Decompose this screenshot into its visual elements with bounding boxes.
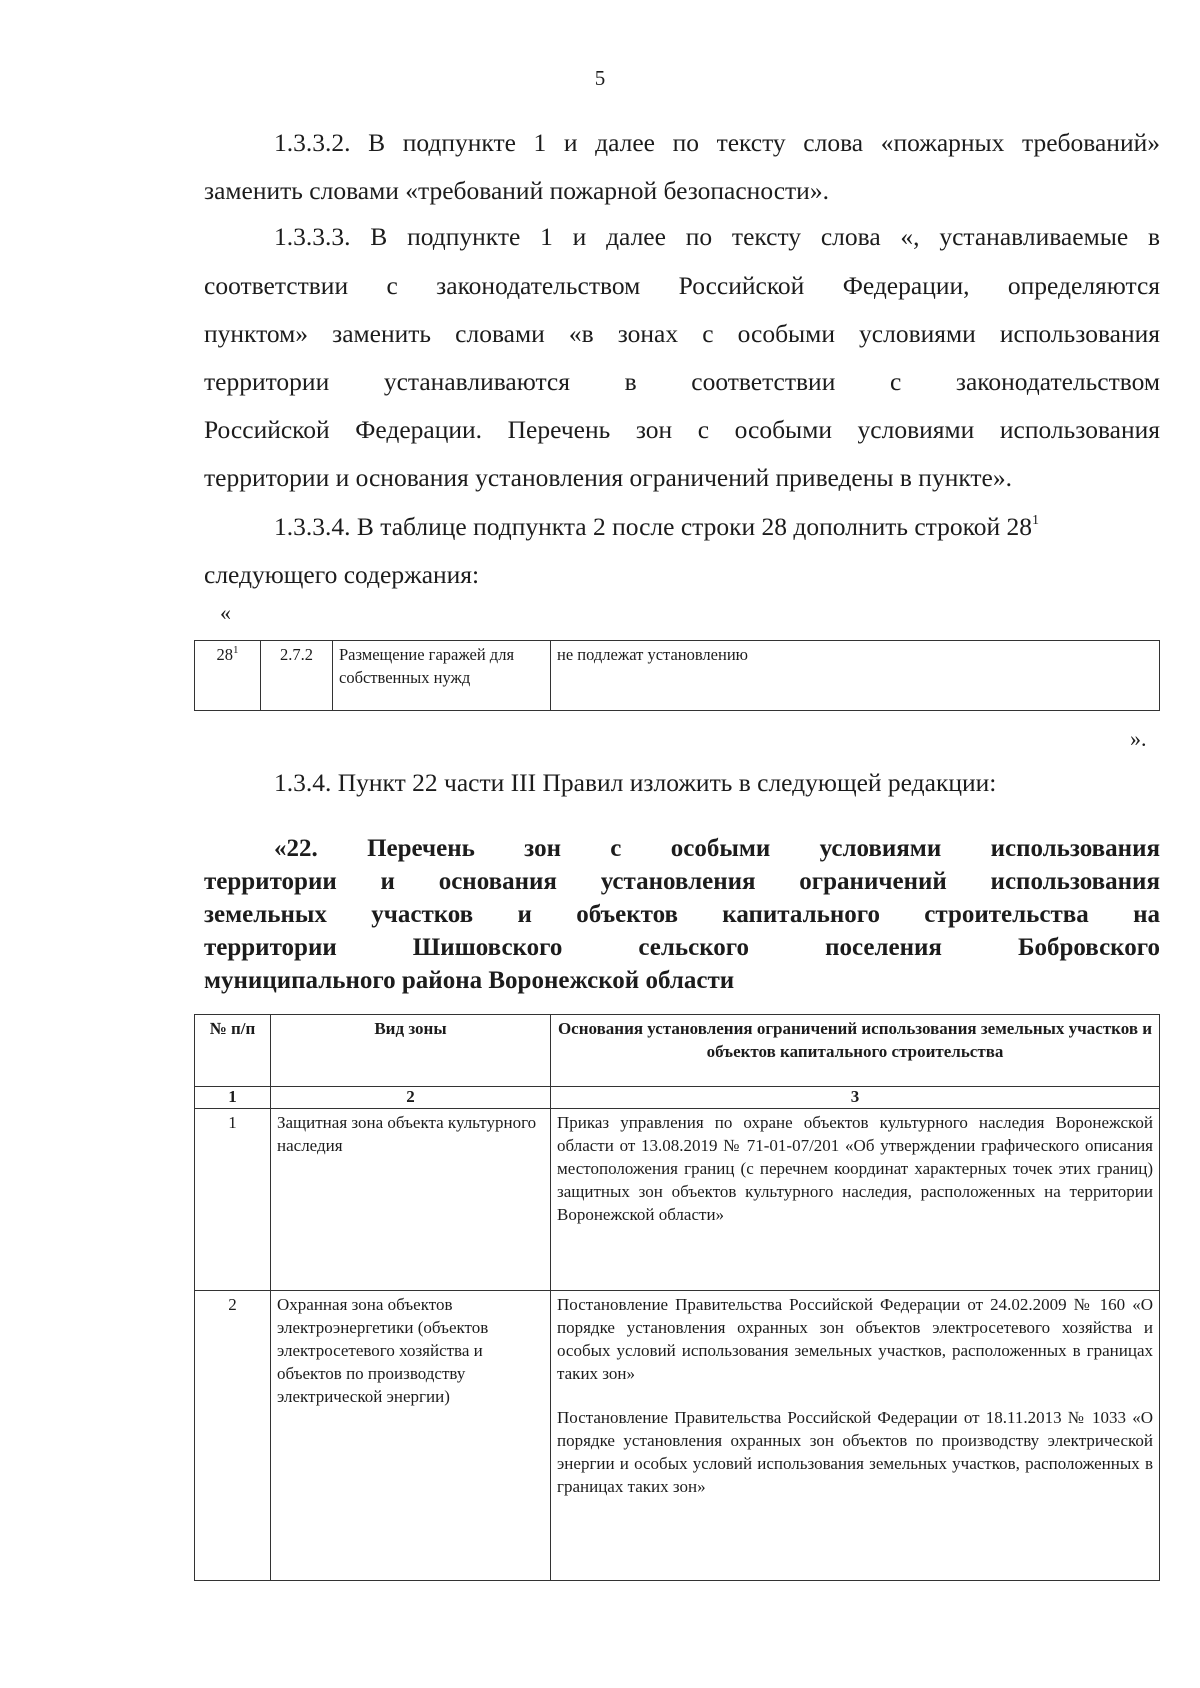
- code-cell: 2.7.2: [261, 641, 333, 711]
- heading-line-4: территории Шишовского сельского поселения Бобровского: [204, 934, 1160, 961]
- header-basis: Основания установления ограничений использования земельных участков и объектов капитального строительства: [551, 1015, 1160, 1087]
- paragraph-2-line-4: территории устанавливаются в соответствии с законодательством: [204, 367, 1160, 396]
- basis-text: Приказ управления по охране объектов культурного наследия Воронежской области от 13.08.2019 № 71-01-07/201 «Об утверждении графического описания местоположения границ (с перечнем координат характерных точек этих границ) защитных зон объектов культурного наследия, расположенных на территории Воронежской области»: [551, 1109, 1160, 1291]
- superscript: 1: [1032, 513, 1040, 528]
- row-number: 1: [195, 1109, 271, 1291]
- table-row: [195, 641, 1160, 711]
- basis-text-1: Постановление Правительства Российской Федерации от 24.02.2009 № 160 «О порядке установления охранных зон объектов электросетевого хозяйства и особых условий использования земельных участков, расположенных в границах таких зон»: [557, 1295, 1153, 1383]
- open-quote: «: [220, 600, 231, 625]
- table-row: [195, 1291, 1160, 1581]
- paragraph-2-line-3: пунктом» заменить словами «в зонах с особыми условиями использования: [204, 319, 1160, 348]
- page-number: 5: [594, 66, 606, 90]
- paragraph-3-line-2: следующего содержания:: [204, 560, 480, 589]
- paragraph-2-line-1: 1.3.3.3. В подпункте 1 и далее по тексту слова «, устанавливаемые в: [274, 222, 1160, 251]
- value-cell: не подлежат установлению: [551, 641, 1160, 711]
- row-number: 28: [216, 645, 233, 664]
- paragraph-3-line-1: [274, 502, 1164, 551]
- column-number-1: 1: [195, 1087, 271, 1109]
- table-header-row: [195, 1015, 1160, 1087]
- heading-line-2: территории и основания установления ограничений использования: [204, 868, 1160, 895]
- name-cell: Размещение гаражей для собственных нужд: [333, 641, 551, 711]
- paragraph-1-line-1: 1.3.3.2. В подпункте 1 и далее по тексту слова «пожарных требований»: [274, 128, 1160, 157]
- header-zone-type: Вид зоны: [271, 1015, 551, 1087]
- row-number: 2: [195, 1291, 271, 1581]
- heading-line-1: «22. Перечень зон с особыми условиями использования: [274, 835, 1160, 862]
- paragraph-2-line-5: Российской Федерации. Перечень зон с особыми условиями использования: [204, 415, 1160, 444]
- column-number-3: 3: [551, 1087, 1160, 1109]
- table-row: [195, 1109, 1160, 1291]
- close-quote: ».: [1130, 726, 1147, 751]
- paragraph-3-text: 1.3.3.4. В таблице подпункта 2 после строки 28 дополнить строкой 28: [274, 512, 1033, 541]
- zones-table: [194, 1014, 1160, 1581]
- zone-type: Защитная зона объекта культурного наследия: [271, 1109, 551, 1291]
- insert-table: [194, 640, 1160, 711]
- paragraph-2-line-6: территории и основания установления ограничений приведены в пункте».: [204, 463, 1012, 492]
- heading-line-5: муниципального района Воронежской области: [204, 967, 735, 994]
- row-number-sup: 1: [233, 644, 239, 656]
- paragraph-2-line-2: соответствии с законодательством Российской Федерации, определяются: [204, 271, 1160, 300]
- heading-line-3: земельных участков и объектов капитального строительства на: [204, 901, 1160, 928]
- paragraph-1-line-2: заменить словами «требований пожарной безопасности».: [204, 176, 829, 205]
- paragraph-4: 1.3.4. Пункт 22 части III Правил изложить в следующей редакции:: [274, 768, 997, 797]
- column-number-2: 2: [271, 1087, 551, 1109]
- basis-text-2: Постановление Правительства Российской Федерации от 18.11.2013 № 1033 «О порядке установления охранных зон объектов по производству электрической энергии и особых условий использования земельных участков, расположенных в границах таких зон»: [557, 1408, 1153, 1496]
- column-number-row: [195, 1087, 1160, 1109]
- header-number: № п/п: [195, 1015, 271, 1087]
- basis-cell: [551, 1291, 1160, 1581]
- row-number-cell: [195, 641, 261, 711]
- zone-type: Охранная зона объектов электроэнергетики (объектов электросетевого хозяйства и объектов по производству электрической энергии): [271, 1291, 551, 1581]
